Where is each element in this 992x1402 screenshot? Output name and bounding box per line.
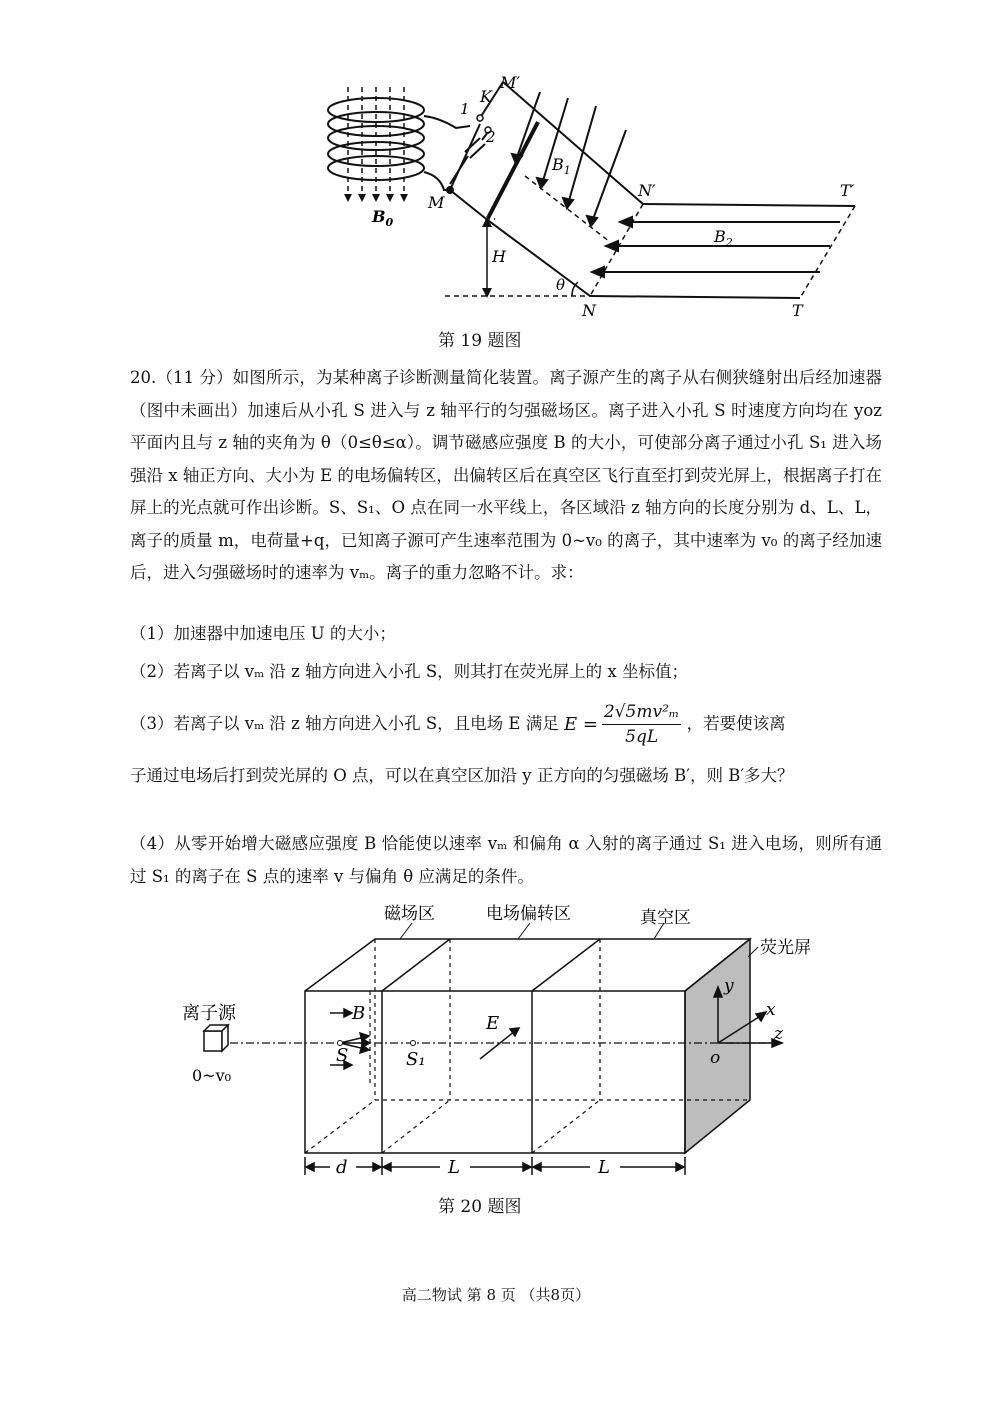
part-3-text-tail: ，若要使该离 — [686, 714, 786, 733]
figure-20-caption: 第 20 题图 — [438, 1197, 522, 1217]
figure-20-diagram — [170, 895, 850, 1185]
figure-19-caption: 第 19 题图 — [438, 331, 522, 351]
screen-face — [685, 939, 750, 1153]
figure-20 — [170, 895, 850, 1185]
label-k: K — [480, 87, 492, 106]
label-vacuum-region: 真空区 — [640, 908, 691, 928]
rail-left — [450, 124, 480, 190]
label-magnetic-region: 磁场区 — [384, 904, 435, 924]
dashed-boundary — [800, 206, 855, 298]
label-m-prime: M′ — [500, 73, 521, 92]
page-footer: 高二物试 第 8 页 （共8页） — [401, 1286, 591, 1304]
question-20-stem: 20.（11 分）如图所示，为某种离子诊断测量简化装置。离子源产生的离子从右侧狭缝射出后经加速器（图中未画出）加速后从小孔 S 进入与 z 轴平行的匀强磁场区。离子进入小孔 S 时速度方向均在 yoz 平面内且与 z 轴的夹角为 θ（0≤θ≤α）。调节磁感应强度 B 的大小，可使部分离子通过小孔 S₁ 进入场强沿 x 轴正方向、大小为 E 的电场偏转区，出偏转区后在真空区飞行直至打到荧光屏上，根据离子打在屏上的光点就可作出诊断。S、S₁、O 点在同一水平线上，各区域沿 z 轴方向的长度分别为 d、L、L，离子的质量 m，电荷量+q，已知离子源可产生速率范围为 0~v₀ 的离子，其中速率为 v₀ 的离子经加速后，进入匀强磁场时的速率为 vₘ。离子的重力忽略不计。求： — [130, 368, 882, 582]
electric-field-formula — [564, 697, 681, 753]
label-ion-source: 离子源 — [182, 1003, 236, 1024]
label-s: S — [336, 1045, 349, 1066]
label-theta: θ — [556, 276, 566, 294]
label-y-axis: y — [724, 976, 734, 996]
label-t-prime: T′ — [840, 181, 855, 200]
label-origin: o — [710, 1048, 721, 1068]
wire — [424, 172, 450, 190]
label-n: N — [582, 301, 596, 320]
label-b1: $B_1$ — [552, 155, 571, 177]
label-n-prime: N′ — [638, 181, 656, 200]
label-b: B — [352, 1003, 366, 1024]
label-l1: L — [448, 1157, 460, 1178]
formula-lhs: E = — [563, 713, 598, 735]
question-20-part-2: （2）若离子以 vₘ 沿 z 轴方向进入小孔 S，则其打在荧光屏上的 x 坐标值； — [130, 662, 688, 681]
label-s1: S₁ — [406, 1049, 426, 1070]
ion-source-cube — [204, 1025, 228, 1051]
label-b2: $B_2$ — [714, 227, 733, 249]
label-1: 1 — [460, 100, 470, 118]
box-top — [305, 939, 750, 991]
label-e: E — [486, 1013, 500, 1034]
question-20-part-4: （4）从零开始增大磁感应强度 B 恰能使以速率 vₘ 和偏角 α 入射的离子通过 S₁ 进入电场，则所有通过 S₁ 的离子在 S 点的速率 v 与偏角 θ 应满足的条件。 — [130, 834, 882, 886]
label-electric-region: 电场偏转区 — [486, 904, 571, 924]
label-t: T — [792, 301, 803, 320]
question-20-part-3-cont: 子通过电场后打到荧光屏的 O 点，可以在真空区加沿 y 正方向的匀强磁场 B′，则 B′多大？ — [130, 766, 794, 785]
question-20-part-3 — [130, 696, 882, 753]
formula-denominator: 5qL — [625, 727, 659, 747]
label-b0: $B_0$ — [372, 207, 394, 229]
label-m: M — [428, 193, 445, 212]
label-z-axis: z — [774, 1024, 783, 1044]
question-20-part-1: （1）加速器中加速电压 U 的大小； — [130, 624, 396, 643]
figure-19-diagram — [320, 72, 860, 322]
rail-m — [450, 190, 485, 218]
rail-nprime-tprime — [643, 204, 855, 206]
label-d: d — [336, 1157, 348, 1178]
label-x-axis: x — [766, 1000, 776, 1020]
label-l2: L — [598, 1157, 610, 1178]
label-screen: 荧光屏 — [760, 938, 811, 958]
label-h: H — [492, 247, 506, 266]
formula-numerator: 2√5mv²ₘ — [602, 700, 681, 725]
rail-n-t — [590, 296, 800, 298]
label-source-range: 0~v₀ — [192, 1066, 232, 1085]
label-2: 2 — [486, 128, 496, 146]
part-3-text: （3）若离子以 vₘ 沿 z 轴方向进入小孔 S，且电场 E 满足 — [130, 714, 559, 733]
figure-19 — [320, 72, 860, 322]
